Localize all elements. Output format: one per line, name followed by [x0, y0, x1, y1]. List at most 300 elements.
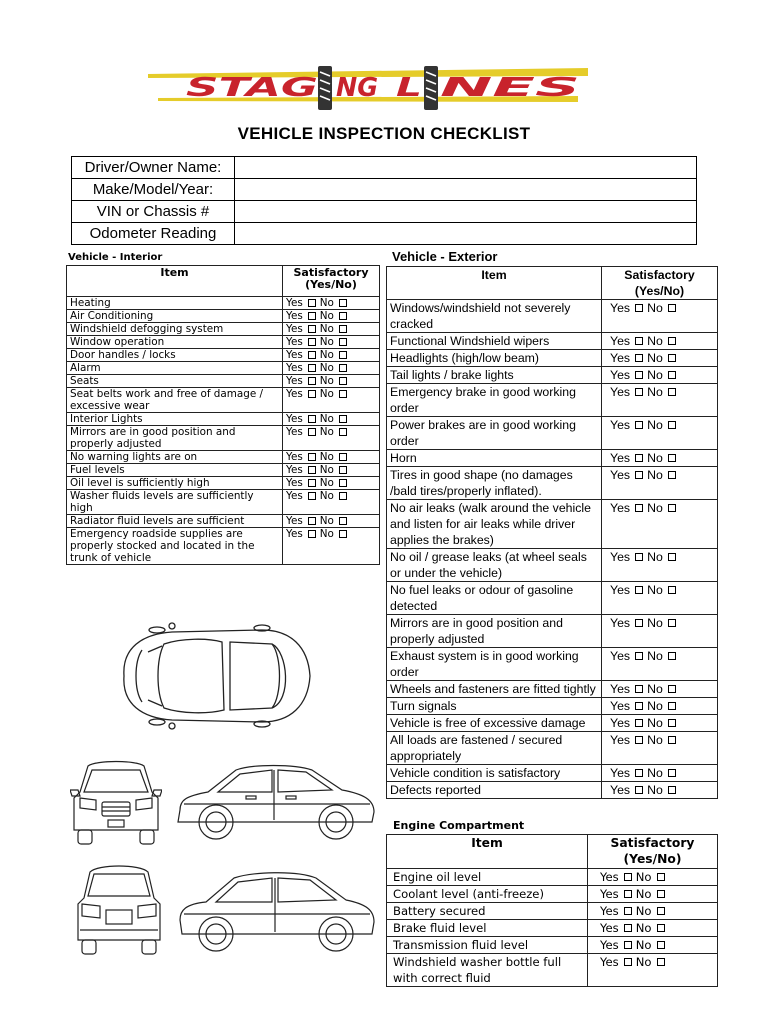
engine-answer-brake-fluid-level [588, 920, 718, 937]
exterior-checklist [386, 266, 718, 799]
exterior-item-label: Functional Windshield wipers [387, 333, 602, 350]
no-checkbox[interactable] [668, 769, 676, 777]
no-label: No [647, 418, 663, 432]
interior-answer-alarm [283, 362, 380, 375]
interior-answer-air-conditioning [283, 310, 380, 323]
table-row [387, 869, 718, 886]
table-row [387, 615, 718, 648]
yes-label: Yes [600, 870, 619, 884]
no-label: No [319, 528, 334, 540]
yes-checkbox[interactable] [308, 364, 316, 372]
no-checkbox[interactable] [668, 371, 676, 379]
interior-item-label: No warning lights are on [67, 451, 283, 464]
yes-checkbox[interactable] [624, 873, 632, 881]
yes-checkbox[interactable] [308, 479, 316, 487]
no-checkbox[interactable] [339, 517, 347, 525]
yes-checkbox[interactable] [635, 304, 643, 312]
no-label: No [647, 385, 663, 399]
yes-label: Yes [610, 418, 631, 432]
exterior-answer-tail-lights-brake-lights [602, 367, 718, 384]
no-label: No [635, 904, 652, 918]
exterior-item-label: Turn signals [387, 698, 602, 715]
no-checkbox[interactable] [339, 453, 347, 461]
yes-checkbox[interactable] [308, 428, 316, 436]
car-top-view-drawing [112, 622, 314, 730]
no-checkbox[interactable] [339, 492, 347, 500]
table-row [387, 648, 718, 681]
yes-checkbox[interactable] [308, 466, 316, 474]
yes-label: Yes [610, 649, 631, 663]
no-label: No [635, 921, 652, 935]
interior-answer-interior-lights [283, 413, 380, 426]
table-row [387, 782, 718, 799]
no-checkbox[interactable] [657, 907, 665, 915]
no-label: No [647, 451, 663, 465]
engine-item-label: Battery secured [387, 903, 588, 920]
no-label: No [647, 649, 663, 663]
make-model-year-label: Make/Model/Year: [72, 179, 235, 201]
yes-label: Yes [286, 477, 303, 489]
no-checkbox[interactable] [668, 719, 676, 727]
yes-label: Yes [286, 515, 303, 527]
driver-name-field[interactable] [235, 157, 697, 179]
yes-label: Yes [286, 426, 303, 438]
no-label: No [647, 783, 663, 797]
car-side-view-drawing [174, 760, 378, 842]
no-checkbox[interactable] [668, 304, 676, 312]
table-row [387, 886, 718, 903]
yes-checkbox[interactable] [635, 504, 643, 512]
no-label: No [647, 616, 663, 630]
yes-label: Yes [600, 955, 619, 969]
yes-checkbox[interactable] [624, 907, 632, 915]
exterior-item-label: Horn [387, 450, 602, 467]
engine-item-label: Coolant level (anti-freeze) [387, 886, 588, 903]
no-checkbox[interactable] [339, 377, 347, 385]
yes-label: Yes [610, 501, 631, 515]
interior-answer-no-warning-lights-are-on [283, 451, 380, 464]
interior-answer-fuel-levels [283, 464, 380, 477]
exterior-item-label: Headlights (high/low beam) [387, 350, 602, 367]
car-rear-view-drawing [74, 862, 164, 958]
exterior-item-label: Exhaust system is in good working order [387, 648, 602, 681]
table-row [387, 765, 718, 782]
odometer-field[interactable] [235, 223, 697, 245]
no-label: No [319, 323, 334, 335]
no-label: No [319, 515, 334, 527]
interior-answer-oil-level-is-sufficiently-high [283, 477, 380, 490]
interior-checklist [66, 265, 380, 565]
no-label: No [647, 301, 663, 315]
table-row [387, 384, 718, 417]
yes-label: Yes [610, 583, 631, 597]
exterior-section-title: Vehicle - Exterior [392, 249, 498, 264]
table-row [67, 362, 380, 375]
no-label: No [647, 368, 663, 382]
no-label: No [647, 716, 663, 730]
yes-label: Yes [286, 451, 303, 463]
yes-label: Yes [286, 297, 303, 309]
exterior-answer-emergency-brake-in-good-working-order [602, 384, 718, 417]
yes-checkbox[interactable] [635, 652, 643, 660]
yes-checkbox[interactable] [308, 325, 316, 333]
table-row [67, 297, 380, 310]
exterior-answer-vehicle-is-free-of-excessive-damage [602, 715, 718, 732]
exterior-answer-no-air-leaks-walk-around-the-vehicle-and [602, 500, 718, 549]
no-checkbox[interactable] [339, 312, 347, 320]
no-checkbox[interactable] [339, 390, 347, 398]
yes-checkbox[interactable] [635, 719, 643, 727]
interior-section-title: Vehicle - Interior [68, 252, 163, 263]
no-label: No [647, 766, 663, 780]
staging-lines-logo [148, 62, 588, 114]
table-row [387, 549, 718, 582]
no-label: No [319, 297, 334, 309]
no-checkbox[interactable] [339, 466, 347, 474]
no-checkbox[interactable] [668, 586, 676, 594]
yes-checkbox[interactable] [635, 769, 643, 777]
interior-item-label: Heating [67, 297, 283, 310]
yes-label: Yes [286, 528, 303, 540]
yes-label: Yes [600, 921, 619, 935]
interior-item-label: Radiator fluid levels are sufficient [67, 515, 283, 528]
yes-checkbox[interactable] [308, 453, 316, 461]
exterior-answer-power-brakes-are-in-good-working-order [602, 417, 718, 450]
interior-answer-mirrors-are-in-good-position-and-properl [283, 426, 380, 451]
engine-answer-engine-oil-level [588, 869, 718, 886]
no-label: No [319, 336, 334, 348]
yes-checkbox[interactable] [308, 530, 316, 538]
yes-label: Yes [286, 490, 303, 502]
exterior-answer-no-oil-grease-leaks-at-wheel-seals-or-un [602, 549, 718, 582]
exterior-answer-exhaust-system-is-in-good-working-order [602, 648, 718, 681]
interior-col-satisfactory: Satisfactory (Yes/No) [283, 266, 380, 297]
no-label: No [647, 334, 663, 348]
no-label: No [319, 362, 334, 374]
exterior-answer-headlights-high-low-beam [602, 350, 718, 367]
yes-label: Yes [610, 368, 631, 382]
no-label: No [319, 388, 334, 400]
car-side-view-2-drawing [176, 864, 378, 956]
yes-checkbox[interactable] [635, 786, 643, 794]
table-row [387, 500, 718, 549]
table-row [387, 920, 718, 937]
svg-text:NG: NG [336, 73, 378, 103]
yes-label: Yes [600, 938, 619, 952]
no-label: No [647, 501, 663, 515]
no-label: No [647, 550, 663, 564]
yes-label: Yes [286, 323, 303, 335]
yes-checkbox[interactable] [635, 736, 643, 744]
svg-text:STAG: STAG [186, 73, 318, 103]
yes-label: Yes [610, 733, 631, 747]
yes-label: Yes [610, 616, 631, 630]
exterior-answer-windows-windshield-not-severely-cracked [602, 300, 718, 333]
yes-checkbox[interactable] [624, 941, 632, 949]
no-label: No [319, 490, 334, 502]
no-label: No [647, 733, 663, 747]
yes-checkbox[interactable] [635, 454, 643, 462]
interior-item-label: Washer fluids levels are sufficiently high [67, 490, 283, 515]
table-row [387, 732, 718, 765]
exterior-item-label: Vehicle is free of excessive damage [387, 715, 602, 732]
exterior-answer-functional-windshield-wipers [602, 333, 718, 350]
no-checkbox[interactable] [339, 428, 347, 436]
table-row [387, 350, 718, 367]
no-checkbox[interactable] [339, 415, 347, 423]
yes-checkbox[interactable] [635, 337, 643, 345]
table-row [67, 490, 380, 515]
exterior-answer-horn [602, 450, 718, 467]
table-row [387, 903, 718, 920]
exterior-item-label: Defects reported [387, 782, 602, 799]
table-row [387, 681, 718, 698]
no-checkbox[interactable] [657, 941, 665, 949]
engine-item-label: Windshield washer bottle full with correct fluid [387, 954, 588, 987]
engine-col-satisfactory: Satisfactory (Yes/No) [588, 835, 718, 869]
yes-label: Yes [610, 550, 631, 564]
table-row [387, 367, 718, 384]
yes-checkbox[interactable] [308, 351, 316, 359]
interior-answer-seats [283, 375, 380, 388]
car-front-view-drawing [70, 758, 162, 848]
exterior-item-label: No air leaks (walk around the vehicle and listen for air leaks while driver applies the brakes) [387, 500, 602, 549]
no-label: No [647, 699, 663, 713]
yes-label: Yes [610, 716, 631, 730]
yes-checkbox[interactable] [635, 471, 643, 479]
no-checkbox[interactable] [668, 504, 676, 512]
table-row [67, 388, 380, 413]
no-checkbox[interactable] [339, 479, 347, 487]
interior-answer-washer-fluids-levels-are-sufficiently-hi [283, 490, 380, 515]
interior-item-label: Window operation [67, 336, 283, 349]
table-row [67, 451, 380, 464]
no-label: No [319, 375, 334, 387]
interior-answer-radiator-fluid-levels-are-sufficient [283, 515, 380, 528]
vehicle-info-table [71, 156, 697, 245]
no-checkbox[interactable] [657, 873, 665, 881]
yes-checkbox[interactable] [308, 415, 316, 423]
yes-label: Yes [610, 682, 631, 696]
no-checkbox[interactable] [668, 553, 676, 561]
yes-label: Yes [610, 334, 631, 348]
yes-checkbox[interactable] [635, 685, 643, 693]
yes-label: Yes [610, 468, 631, 482]
svg-text:NES: NES [440, 73, 580, 103]
table-row [67, 375, 380, 388]
yes-label: Yes [600, 904, 619, 918]
engine-section-title: Engine Compartment [393, 819, 525, 832]
table-row [67, 477, 380, 490]
yes-checkbox[interactable] [308, 517, 316, 525]
interior-item-label: Windshield defogging system [67, 323, 283, 336]
exterior-item-label: Vehicle condition is satisfactory [387, 765, 602, 782]
interior-item-label: Seats [67, 375, 283, 388]
no-label: No [647, 468, 663, 482]
yes-checkbox[interactable] [635, 388, 643, 396]
table-row [387, 467, 718, 500]
table-row [387, 417, 718, 450]
no-checkbox[interactable] [339, 299, 347, 307]
table-row [387, 300, 718, 333]
yes-checkbox[interactable] [624, 958, 632, 966]
exterior-col-satisfactory: Satisfactory (Yes/No) [602, 267, 718, 300]
no-checkbox[interactable] [668, 421, 676, 429]
no-label: No [635, 955, 652, 969]
vin-field[interactable] [235, 201, 697, 223]
table-row [387, 582, 718, 615]
table-row [387, 954, 718, 987]
page-title: VEHICLE INSPECTION CHECKLIST [237, 124, 531, 143]
exterior-answer-all-loads-are-fastened-secured-appropria [602, 732, 718, 765]
table-row [67, 464, 380, 477]
no-checkbox[interactable] [668, 354, 676, 362]
yes-checkbox[interactable] [308, 390, 316, 398]
table-row [67, 349, 380, 362]
no-checkbox[interactable] [668, 652, 676, 660]
exterior-item-label: Mirrors are in good position and properly adjusted [387, 615, 602, 648]
no-checkbox[interactable] [339, 338, 347, 346]
yes-checkbox[interactable] [308, 338, 316, 346]
yes-checkbox[interactable] [624, 924, 632, 932]
engine-answer-battery-secured [588, 903, 718, 920]
exterior-answer-defects-reported [602, 782, 718, 799]
engine-answer-windshield-washer-bottle-full-with-corre [588, 954, 718, 987]
yes-checkbox[interactable] [635, 354, 643, 362]
yes-label: Yes [610, 783, 631, 797]
interior-item-label: Interior Lights [67, 413, 283, 426]
no-label: No [319, 310, 334, 322]
yes-checkbox[interactable] [635, 586, 643, 594]
yes-label: Yes [286, 336, 303, 348]
no-label: No [635, 870, 652, 884]
yes-label: Yes [286, 362, 303, 374]
no-checkbox[interactable] [657, 924, 665, 932]
no-checkbox[interactable] [339, 530, 347, 538]
no-label: No [635, 887, 652, 901]
no-label: No [319, 426, 334, 438]
no-checkbox[interactable] [657, 890, 665, 898]
exterior-answer-wheels-and-fasteners-are-fitted-tightly [602, 681, 718, 698]
no-checkbox[interactable] [668, 337, 676, 345]
yes-label: Yes [610, 699, 631, 713]
exterior-item-label: Tail lights / brake lights [387, 367, 602, 384]
exterior-item-label: No oil / grease leaks (at wheel seals or under the vehicle) [387, 549, 602, 582]
yes-label: Yes [286, 388, 303, 400]
exterior-answer-turn-signals [602, 698, 718, 715]
no-checkbox[interactable] [668, 388, 676, 396]
yes-label: Yes [610, 301, 631, 315]
exterior-answer-mirrors-are-in-good-position-and-properl [602, 615, 718, 648]
no-checkbox[interactable] [668, 619, 676, 627]
yes-label: Yes [286, 413, 303, 425]
exterior-answer-tires-in-good-shape-no-damages-bald-tire [602, 467, 718, 500]
yes-label: Yes [286, 375, 303, 387]
interior-answer-window-operation [283, 336, 380, 349]
yes-label: Yes [600, 887, 619, 901]
no-checkbox[interactable] [339, 364, 347, 372]
yes-checkbox[interactable] [635, 702, 643, 710]
yes-checkbox[interactable] [624, 890, 632, 898]
exterior-item-label: Tires in good shape (no damages /bald tires/properly inflated). [387, 467, 602, 500]
no-checkbox[interactable] [668, 736, 676, 744]
exterior-item-label: Emergency brake in good working order [387, 384, 602, 417]
table-row [67, 413, 380, 426]
yes-checkbox[interactable] [635, 553, 643, 561]
no-label: No [319, 451, 334, 463]
no-label: No [319, 464, 334, 476]
interior-answer-windshield-defogging-system [283, 323, 380, 336]
table-row [67, 336, 380, 349]
no-checkbox[interactable] [668, 471, 676, 479]
exterior-answer-vehicle-condition-is-satisfactory [602, 765, 718, 782]
no-label: No [647, 583, 663, 597]
exterior-col-item: Item [387, 267, 602, 300]
driver-name-label: Driver/Owner Name: [72, 157, 235, 179]
interior-item-label: Alarm [67, 362, 283, 375]
interior-item-label: Seat belts work and free of damage / excessive wear [67, 388, 283, 413]
exterior-item-label: Wheels and fasteners are fitted tightly [387, 681, 602, 698]
exterior-item-label: No fuel leaks or odour of gasoline detected [387, 582, 602, 615]
yes-checkbox[interactable] [635, 619, 643, 627]
no-label: No [319, 413, 334, 425]
odometer-label: Odometer Reading [72, 223, 235, 245]
interior-item-label: Air Conditioning [67, 310, 283, 323]
yes-checkbox[interactable] [635, 421, 643, 429]
yes-label: Yes [610, 451, 631, 465]
engine-item-label: Transmission fluid level [387, 937, 588, 954]
svg-text:L: L [396, 73, 422, 103]
interior-item-label: Mirrors are in good position and properly adjusted [67, 426, 283, 451]
no-checkbox[interactable] [668, 454, 676, 462]
yes-label: Yes [610, 385, 631, 399]
table-row [387, 715, 718, 732]
table-row [67, 515, 380, 528]
interior-item-label: Emergency roadside supplies are properly stocked and located in the trunk of vehicle [67, 528, 283, 565]
exterior-answer-no-fuel-leaks-or-odour-of-gasoline-detec [602, 582, 718, 615]
table-row [67, 310, 380, 323]
yes-checkbox[interactable] [308, 312, 316, 320]
yes-checkbox[interactable] [308, 299, 316, 307]
vin-label: VIN or Chassis # [72, 201, 235, 223]
no-label: No [635, 938, 652, 952]
no-checkbox[interactable] [668, 702, 676, 710]
interior-answer-door-handles-locks [283, 349, 380, 362]
table-row [67, 426, 380, 451]
exterior-item-label: Windows/windshield not severely cracked [387, 300, 602, 333]
yes-checkbox[interactable] [308, 492, 316, 500]
no-checkbox[interactable] [657, 958, 665, 966]
yes-checkbox[interactable] [308, 377, 316, 385]
table-row [67, 528, 380, 565]
make-model-year-field[interactable] [235, 179, 697, 201]
no-checkbox[interactable] [339, 351, 347, 359]
interior-col-item: Item [67, 266, 283, 297]
table-row [67, 323, 380, 336]
yes-label: Yes [286, 349, 303, 361]
no-checkbox[interactable] [668, 786, 676, 794]
yes-checkbox[interactable] [635, 371, 643, 379]
no-label: No [647, 351, 663, 365]
no-checkbox[interactable] [339, 325, 347, 333]
no-checkbox[interactable] [668, 685, 676, 693]
engine-answer-transmission-fluid-level [588, 937, 718, 954]
interior-answer-seat-belts-work-and-free-of-damage-exces [283, 388, 380, 413]
yes-label: Yes [610, 766, 631, 780]
exterior-item-label: Power brakes are in good working order [387, 417, 602, 450]
table-row [387, 450, 718, 467]
yes-label: Yes [286, 464, 303, 476]
